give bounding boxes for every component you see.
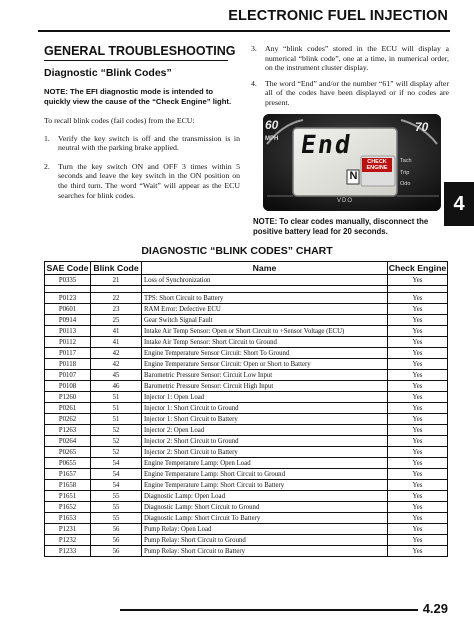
page-number: 4.29 [422, 601, 448, 616]
blink-codes-table [44, 261, 448, 557]
table-row [45, 359, 448, 370]
step-number: 1. [44, 133, 50, 143]
sae-code-cell: P0123 [45, 293, 91, 304]
blink-code-cell: 41 [91, 337, 142, 348]
blink-code-cell: 54 [91, 469, 142, 480]
sae-code-cell: P1260 [45, 392, 91, 403]
code-name-cell: Pump Relay: Short Circuit to Ground [142, 535, 388, 546]
step-text: Any “blink codes” stored in the ECU will display a numerical “blink code”, one at a time, in numerical order, on the instrument cluster display. [265, 44, 449, 73]
blink-code-cell: 52 [91, 436, 142, 447]
check-engine-cell: Yes [388, 469, 448, 480]
check-engine-cell: Yes [388, 458, 448, 469]
blink-code-cell: 55 [91, 491, 142, 502]
check-engine-cell: Yes [388, 392, 448, 403]
blink-code-cell: 55 [91, 513, 142, 524]
check-engine-cell: Yes [388, 513, 448, 524]
note-check-engine: NOTE: The EFI diagnostic mode is intended to quickly view the cause of the “Check Engine” light. [44, 87, 232, 106]
check-engine-cell: Yes [388, 502, 448, 513]
table-spacer-row [45, 286, 448, 293]
table-header-row [45, 262, 448, 275]
lcd-menu-item-tach: Tach [400, 158, 412, 164]
blink-code-cell: 52 [91, 425, 142, 436]
check-engine-cell: Yes [388, 436, 448, 447]
table-row [45, 403, 448, 414]
lcd-display-text: End [298, 130, 355, 159]
page-header-title: ELECTRONIC FUEL INJECTION [228, 8, 448, 24]
code-name-cell: Engine Temperature Sensor Circuit: Short To Ground [142, 348, 388, 359]
sae-code-cell: P0262 [45, 414, 91, 425]
table-row [45, 535, 448, 546]
gauge-right-number: 70 [415, 120, 429, 134]
blink-code-cell: 56 [91, 535, 142, 546]
check-engine-cell: Yes [388, 337, 448, 348]
check-engine-cell: Yes [388, 491, 448, 502]
table-row [45, 502, 448, 513]
cluster-brand-label: VDO [337, 198, 354, 204]
check-engine-indicator: CHECK ENGINE [362, 158, 392, 172]
blink-code-cell: 51 [91, 414, 142, 425]
table-row [45, 480, 448, 491]
sae-code-cell: P0264 [45, 436, 91, 447]
table-row [45, 348, 448, 359]
sae-code-cell: P0107 [45, 370, 91, 381]
sae-code-cell: P0335 [45, 275, 91, 286]
step-text: The word “End” and/or the number “61” will display after all of the codes have been displayed or if no codes are present. [265, 78, 449, 107]
section-title: GENERAL TROUBLESHOOTING [44, 44, 236, 58]
blink-code-cell: 56 [91, 546, 142, 557]
table-row [45, 447, 448, 458]
sae-code-cell: P1231 [45, 524, 91, 535]
table-row [45, 546, 448, 557]
blink-code-cell: 21 [91, 275, 142, 286]
blink-code-cell: 23 [91, 304, 142, 315]
check-engine-cell: Yes [388, 535, 448, 546]
step-number: 2. [44, 161, 50, 171]
check-engine-cell: Yes [388, 480, 448, 491]
lcd-gear-indicator: N [349, 170, 358, 182]
code-name-cell: Engine Temperature Lamp: Open Load [142, 458, 388, 469]
table-row [45, 275, 448, 286]
code-name-cell: Barometric Pressure Sensor: Circuit Low Input [142, 370, 388, 381]
check-engine-cell: Yes [388, 425, 448, 436]
lcd-menu-item-trip: Trip [400, 170, 410, 176]
note-clear-codes: NOTE: To clear codes manually, disconnect the positive battery lead for 20 seconds. [253, 217, 429, 236]
header-rule [38, 30, 450, 32]
sae-code-cell: P1652 [45, 502, 91, 513]
check-engine-cell: Yes [388, 293, 448, 304]
sae-code-cell: P0655 [45, 458, 91, 469]
instrument-cluster-photo [263, 114, 441, 211]
table-row [45, 491, 448, 502]
sae-code-cell: P0261 [45, 403, 91, 414]
check-engine-cell: Yes [388, 326, 448, 337]
code-name-cell: RAM Error: Defective ECU [142, 304, 388, 315]
check-engine-cell: Yes [388, 524, 448, 535]
code-name-cell: Pump Relay: Open Load [142, 524, 388, 535]
code-name-cell: Intake Air Temp Sensor: Short Circuit to Ground [142, 337, 388, 348]
spacer-cell [142, 286, 388, 293]
step-item [44, 134, 240, 153]
spacer-cell [388, 286, 448, 293]
check-engine-cell: Yes [388, 381, 448, 392]
code-name-cell: Injector 1: Short Circuit to Ground [142, 403, 388, 414]
table-row [45, 513, 448, 524]
right-column [251, 44, 449, 108]
sae-code-cell: P1658 [45, 480, 91, 491]
blink-code-cell: 45 [91, 370, 142, 381]
table-row [45, 469, 448, 480]
sae-code-cell: P0914 [45, 315, 91, 326]
sae-code-cell: P1263 [45, 425, 91, 436]
table-row [45, 315, 448, 326]
spacer-cell [45, 286, 91, 293]
blink-code-cell: 54 [91, 458, 142, 469]
check-engine-cell: Yes [388, 315, 448, 326]
sae-code-cell: P0108 [45, 381, 91, 392]
code-name-cell: TPS: Short Circuit to Battery [142, 293, 388, 304]
sae-code-cell: P1232 [45, 535, 91, 546]
blink-code-cell: 56 [91, 524, 142, 535]
check-engine-cell: Yes [388, 414, 448, 425]
sae-code-cell: P1653 [45, 513, 91, 524]
code-name-cell: Gear Switch Signal Fault [142, 315, 388, 326]
code-name-cell: Injector 1: Short Circuit to Battery [142, 414, 388, 425]
check-engine-cell: Yes [388, 359, 448, 370]
blink-code-cell: 51 [91, 392, 142, 403]
sae-code-cell: P1651 [45, 491, 91, 502]
table-row [45, 425, 448, 436]
table-row [45, 392, 448, 403]
sae-code-cell: P0265 [45, 447, 91, 458]
column-header-name: Name [142, 262, 388, 275]
table-row [45, 326, 448, 337]
sae-code-cell: P0113 [45, 326, 91, 337]
blink-code-cell: 55 [91, 502, 142, 513]
blink-code-cell: 46 [91, 381, 142, 392]
code-name-cell: Injector 2: Short Circuit to Ground [142, 436, 388, 447]
blink-code-cell: 42 [91, 348, 142, 359]
table-row [45, 436, 448, 447]
lcd-menu-item-odo: Odo [400, 181, 411, 187]
blink-code-cell: 52 [91, 447, 142, 458]
code-name-cell: Diagnostic Lamp: Short Circuit To Battery [142, 513, 388, 524]
check-engine-cell: Yes [388, 370, 448, 381]
table-row [45, 293, 448, 304]
check-engine-cell: Yes [388, 546, 448, 557]
code-name-cell: Injector 1: Open Load [142, 392, 388, 403]
code-name-cell: Intake Air Temp Sensor: Open or Short Circuit to +Sensor Voltage (ECU) [142, 326, 388, 337]
sae-code-cell: P0117 [45, 348, 91, 359]
table-row [45, 304, 448, 315]
section-rule [44, 60, 228, 61]
check-engine-cell: Yes [388, 403, 448, 414]
table-row [45, 524, 448, 535]
subsection-title: Diagnostic “Blink Codes” [44, 67, 172, 79]
code-name-cell: Loss of Synchronization [142, 275, 388, 286]
column-header-blink-code: Blink Code [91, 262, 142, 275]
chapter-tab: 4 [444, 182, 474, 226]
code-name-cell: Diagnostic Lamp: Open Load [142, 491, 388, 502]
table-row [45, 381, 448, 392]
column-header-sae-code: SAE Code [46, 263, 89, 273]
step-text: Turn the key switch ON and OFF 3 times within 5 seconds and leave the key switch in the ON position on the third turn. The word “Wait” will appear as the ECU searches for blink codes. [58, 161, 240, 200]
blink-code-cell: 54 [91, 480, 142, 491]
chart-title: DIAGNOSTIC “BLINK CODES” CHART [141, 245, 333, 257]
code-name-cell: Engine Temperature Sensor Circuit: Open or Short to Battery [142, 359, 388, 370]
step-number: 3. [251, 44, 257, 53]
sae-code-cell: P1233 [45, 546, 91, 557]
step-item [44, 162, 240, 200]
blink-code-cell: 42 [91, 359, 142, 370]
blink-code-cell: 22 [91, 293, 142, 304]
code-name-cell: Engine Temperature Lamp: Short Circuit to Ground [142, 469, 388, 480]
table-body [45, 275, 448, 557]
spacer-cell [91, 286, 142, 293]
code-name-cell: Engine Temperature Lamp: Short Circuit to Battery [142, 480, 388, 491]
table-row [45, 458, 448, 469]
code-name-cell: Pump Relay: Short Circuit to Battery [142, 546, 388, 557]
check-engine-cell: Yes [388, 447, 448, 458]
blink-code-cell: 41 [91, 326, 142, 337]
code-name-cell: Barometric Pressure Sensor: Circuit High Input [142, 381, 388, 392]
gauge-speed-unit: MPH [265, 136, 279, 142]
step-number: 4. [251, 78, 257, 88]
check-engine-cell: Yes [388, 304, 448, 315]
sae-code-cell: P0112 [45, 337, 91, 348]
sae-code-cell: P1657 [45, 469, 91, 480]
table-row [45, 414, 448, 425]
left-column [44, 44, 240, 200]
blink-code-cell: 25 [91, 315, 142, 326]
table-row [45, 370, 448, 381]
step-item [251, 79, 449, 108]
blink-code-cell: 51 [91, 403, 142, 414]
recall-intro: To recall blink codes (fail codes) from the ECU: [44, 116, 195, 125]
sae-code-cell: P0118 [45, 359, 91, 370]
gauge-left-number: 60 [265, 118, 279, 132]
code-name-cell: Injector 2: Open Load [142, 425, 388, 436]
footer-rule [120, 609, 418, 611]
check-engine-cell: Yes [388, 275, 448, 286]
code-name-cell: Diagnostic Lamp: Short Circuit to Ground [142, 502, 388, 513]
step-text: Verify the key switch is off and the transmission is in neutral with the parking brake applied. [58, 133, 240, 153]
check-engine-cell: Yes [388, 348, 448, 359]
table-row [45, 337, 448, 348]
column-header-check-engine: Check Engine [388, 263, 447, 273]
code-name-cell: Injector 2: Short Circuit to Battery [142, 447, 388, 458]
sae-code-cell: P0601 [45, 304, 91, 315]
step-item [251, 44, 449, 73]
